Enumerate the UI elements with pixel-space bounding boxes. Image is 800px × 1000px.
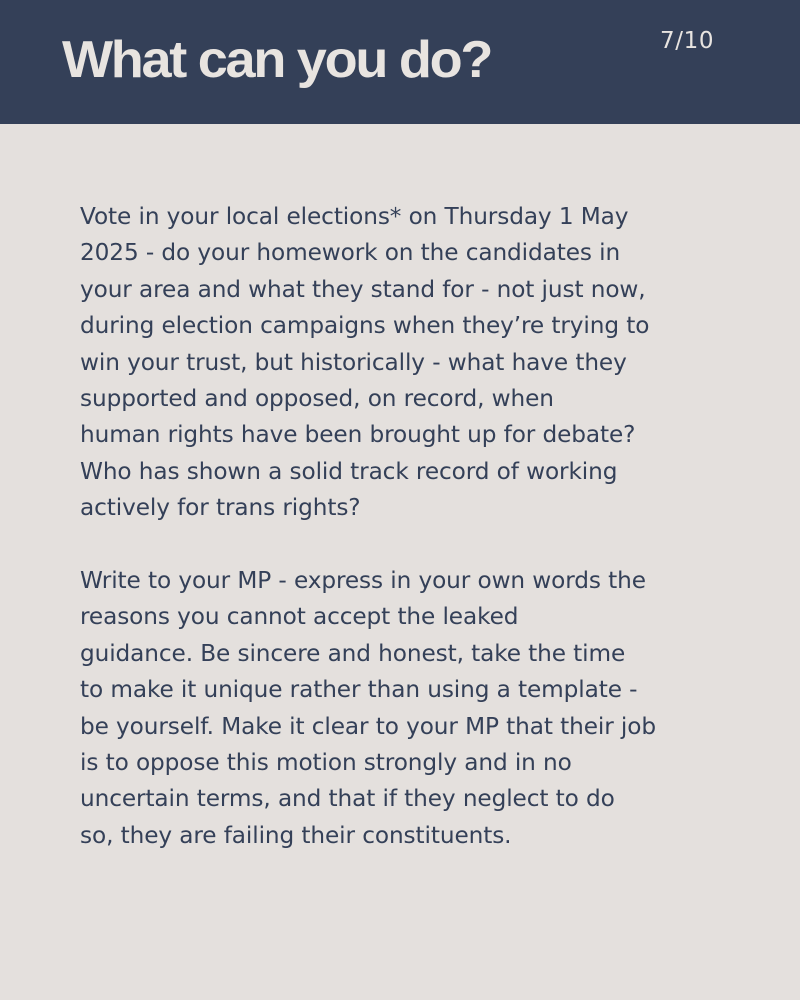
paragraph-line: your area and what they stand for - not just now, [80, 275, 646, 303]
paragraph-line: 2025 - do your homework on the candidates in [80, 239, 621, 267]
paragraph-line: during election campaigns when they’re trying to [80, 312, 650, 340]
page-title: What can you do? [62, 31, 492, 89]
paragraph-line: be yourself. Make it clear to your MP that their job [80, 712, 656, 740]
write-mp-paragraph [80, 563, 735, 854]
paragraph-line: Who has shown a solid track record of working [80, 457, 618, 485]
paragraph-line: win your trust, but historically - what have they [80, 348, 627, 376]
paragraph-line: actively for trans rights? [80, 494, 361, 522]
body-text [80, 199, 735, 854]
paragraph-line: Vote in your local elections* on Thursday 1 May [80, 203, 629, 230]
vote-paragraph [80, 199, 735, 527]
paragraph-line: is to oppose this motion strongly and in no [80, 749, 572, 777]
paragraph-line: Write to your MP - express in your own words the [80, 567, 646, 595]
paragraph-line: reasons you cannot accept the leaked [80, 603, 519, 631]
paragraph-line: to make it unique rather than using a template - [80, 676, 638, 704]
paragraph-line: guidance. Be sincere and honest, take the time [80, 639, 626, 667]
paragraph-line: so, they are failing their constituents. [80, 821, 512, 849]
paragraph-line: supported and opposed, on record, when [80, 385, 554, 413]
paragraph-line: uncertain terms, and that if they neglect to do [80, 785, 615, 813]
header-bar [0, 0, 800, 124]
page-indicator: 7/10 [660, 28, 715, 54]
paragraph-line: human rights have been brought up for debate? [80, 421, 636, 449]
